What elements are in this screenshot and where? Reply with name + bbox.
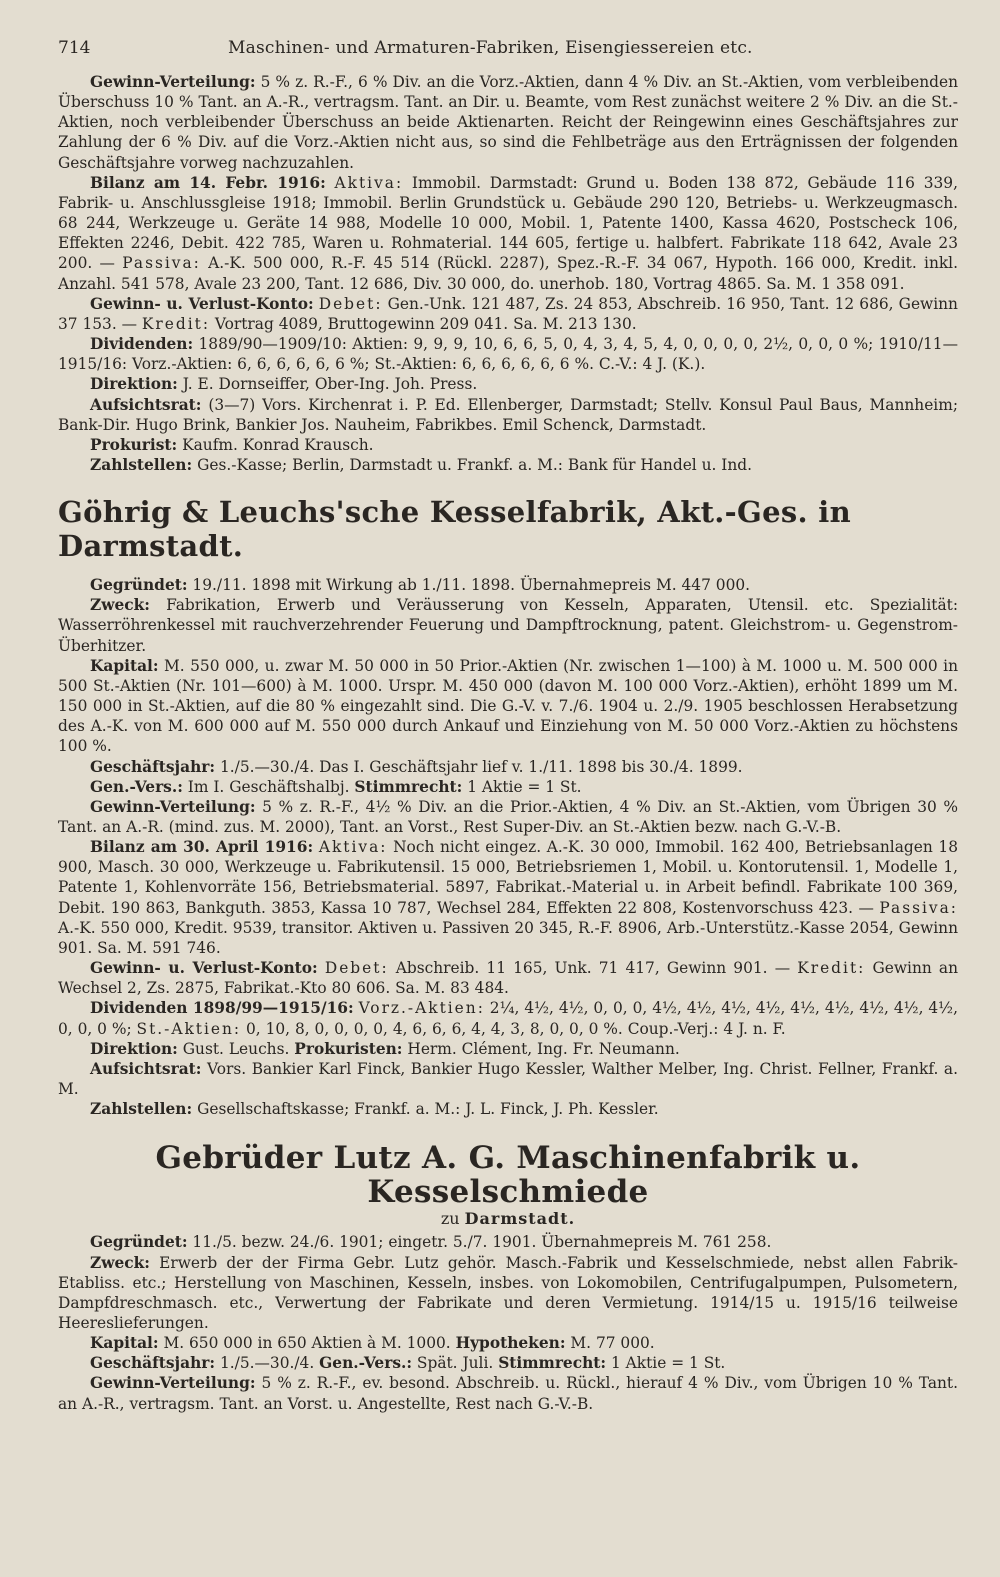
zahlstellen: Zahlstellen: Ges.-Kasse; Berlin, Darmstadt u. Frankf. a. M.: Bank für Handel u. Ind. xyxy=(90,455,753,474)
direktion: Direktion: J. E. Dornseiffer, Ober-Ing. Joh. Press. xyxy=(90,375,478,394)
prokurist: Prokurist: Kaufm. Konrad Krausch. xyxy=(90,435,374,454)
gewinn-verteilung: Gewinn-Verteilung: 5 % z. R.-F., 4½ % Div. an die Prior.-Aktien, 4 % Div. an St.-Aktien, vom Übrigen 30 % Tant. an A.-R. (mind. zus. M. 2000), Tant. an Vorst., Rest Super-Div. an St.-Aktien bezw. nach G.-V.-B. xyxy=(58,797,958,836)
gegruendet: Gegründet: 11./5. bezw. 24./6. 1901; eingetr. 5./7. 1901. Übernahmepreis M. 761 258. xyxy=(90,1233,772,1252)
entry-continuation xyxy=(58,72,958,475)
aufsichtsrat: Aufsichtsrat: Vors. Bankier Karl Finck, Bankier Hugo Kessler, Walther Melber, Ing. Christ. Fellner, Frankf. a. M. xyxy=(58,1059,958,1099)
gewinn-verlust-konto: Gewinn- u. Verlust-Konto: Debet: Abschreib. 11 165, Unk. 71 417, Gewinn 901. — Kredit: Gewinn an Wechsel 2, Zs. 2875, Fabrikat.-Kto 80 606. Sa. M. 83 484. xyxy=(58,959,958,998)
company-title: Gebrüder Lutz A. G. Maschinenfabrik u. Kesselschmiede xyxy=(155,1140,861,1211)
running-title: Maschinen- und Armaturen-Fabriken, Eisengiessereien etc. xyxy=(228,38,753,58)
company-subtitle: zu Darmstadt. xyxy=(440,1209,576,1229)
zweck: Zweck: Erwerb der der Firma Gebr. Lutz gehör. Masch.-Fabrik und Kesselschmiede, nebst allen Fabrik-Etabliss. etc.; Herstellung von Maschinen, Kesseln, insbes. von Lokomobilen, Centrifugalpumpen, Pulsometern, Dampfdreschmasch. etc., Verwertung der Fabrikate und deren Vermietung. 1914/15 u. 1915/16 teilweise Heereslieferungen. xyxy=(58,1253,958,1332)
geschaeftsjahr: Geschäftsjahr: 1./5.—30./4. Das I. Geschäftsjahr lief v. 1./11. 1898 bis 30./4. 1899. xyxy=(90,757,743,776)
geschaeftsjahr: Geschäftsjahr: 1./5.—30./4. Gen.-Vers.: Spät. Juli. Stimmrecht: 1 Aktie = 1 St. xyxy=(90,1354,726,1373)
entry-gebrueder-lutz xyxy=(58,1141,958,1413)
gegruendet: Gegründet: 19./11. 1898 mit Wirkung ab 1./11. 1898. Übernahmepreis M. 447 000. xyxy=(90,576,751,595)
direktion: Direktion: Gust. Leuchs. Prokuristen: Herm. Clément, Ing. Fr. Neumann. xyxy=(90,1039,680,1058)
dividenden: Dividenden 1898/99—1915/16: Vorz.-Aktien: 2¼, 4½, 4½, 0, 0, 0, 4½, 4½, 4½, 4½, 4½, 4½, 4½, 4½, 4½, 0, 0, 0 %; St.-Aktien: 0, 10, 8, 0, 0, 0, 0, 4, 6, 6, 6, 4, 4, 3, 8, 0, 0, 0 %. Coup.-Verj.: 4 J. n. F. xyxy=(58,999,958,1038)
zweck: Zweck: Fabrikation, Erwerb und Veräusserung von Kesseln, Apparaten, Utensil. etc. Spezialität: Wasserröhrenkessel mit rauchverzehrender Feuerung und Dampftrocknung, patent. Gleichstrom- u. Gegenstrom-Überhitzer. xyxy=(58,596,958,655)
kapital: Kapital: M. 550 000, u. zwar M. 50 000 in 50 Prior.-Aktien (Nr. zwischen 1—100) à M. 1000 u. M. 500 000 in 500 St.-Aktien (Nr. 101—600) à M. 1000. Urspr. M. 450 000 (davon M. 100 000 Vorz.-Aktien), erhöht 1899 um M. 150 000 in St.-Aktien, auf die 80 % eingezahlt sind. Die G.-V. v. 7./6. 1904 u. 2./9. 1905 beschlossen Herabsetzung des A.-K. von M. 600 000 auf M. 550 000 durch Ankauf und Einziehung von M. 50 000 Vorz.-Aktien zu höchstens 100 %. xyxy=(58,656,958,756)
kapital: Kapital: M. 650 000 in 650 Aktien à M. 1000. Hypotheken: M. 77 000. xyxy=(90,1334,655,1353)
gewinn-verlust-konto: Gewinn- u. Verlust-Konto: Debet: Gen.-Unk. 121 487, Zs. 24 853, Abschreib. 16 950, Tant. 12 686, Gewinn 37 153. — Kredit: Vortrag 4089, Bruttogewinn 209 041. Sa. M. 213 130. xyxy=(58,294,958,333)
bilanz: Bilanz am 30. April 1916: Aktiva: Noch nicht eingez. A.-K. 30 000, Immobil. 162 400, Betriebsanlagen 18 900, Masch. 30 000, Werkzeuge u. Fabrikutensil. 15 000, Betriebsriemen 1, Mobil. u. Kontorutensil. 1, Modelle 1, Patente 1, Kohlenvorräte 156, Betriebsmaterial. 5897, Fabrikat.-Material u. in Arbeit befindl. Fabrikate 100 369, Debit. 190 863, Bankguth. 3853, Kassa 10 787, Wechsel 284, Effekten 22 808, Kostenvorschuss 423. — Passiva: A.-K. 550 000, Kredit. 9539, transitor. Aktiven u. Passiven 20 345, R.-F. 8906, Arb.-Unterstütz.-Kasse 2054, Gewinn 901. Sa. M. 591 746. xyxy=(58,838,958,957)
gewinn-verteilung: Gewinn-Verteilung: 5 % z. R.-F., ev. besond. Abschreib. u. Rückl., hierauf 4 % Div., vom Übrigen 10 % Tant. an A.-R., vertragsm. Tant. an Vorst. u. Angestellte, Rest nach G.-V.-B. xyxy=(58,1374,958,1413)
zahlstellen: Zahlstellen: Gesellschaftskasse; Frankf. a. M.: J. L. Finck, J. Ph. Kessler. xyxy=(90,1100,659,1119)
page-number: 714 xyxy=(58,38,91,58)
aufsichtsrat: Aufsichtsrat: (3—7) Vors. Kirchenrat i. P. Ed. Ellenberger, Darmstadt; Stellv. Konsul Paul Baus, Mannheim; Bank-Dir. Hugo Brink, Bankier Jos. Nauheim, Fabrikbes. Emil Schenck, Darmstadt. xyxy=(58,395,958,434)
bilanz: Bilanz am 14. Febr. 1916: Aktiva: Immobil. Darmstadt: Grund u. Boden 138 872, Gebäude 116 339, Fabrik- u. Anschlussgleise 1918; Immobil. Berlin Grundstück u. Gebäude 290 120, Betriebs- u. Werkzeugmasch. 68 244, Werkzeuge u. Geräte 14 988, Modelle 10 000, Mobil. 1, Patente 1400, Kassa 4620, Postscheck 106, Effekten 2246, Debit. 422 785, Waren u. Rohmaterial. 144 605, fertige u. halbfert. Fabrikate 118 642, Avale 23 200. — Passiva: A.-K. 500 000, R.-F. 45 514 (Rückl. 2287), Spez.-R.-F. 34 067, Hypoth. 166 000, Kredit. inkl. Anzahl. 541 578, Avale 23 200, Tant. 12 686, Div. 30 000, do. unerhob. 180, Vortrag 4865. Sa. M. 1 358 091. xyxy=(58,173,958,293)
company-title: Göhrig & Leuchs'sche Kesselfabrik, Akt.-Ges. in Darmstadt. xyxy=(58,495,851,564)
dividenden: Dividenden: 1889/90—1909/10: Aktien: 9, 9, 9, 10, 6, 6, 5, 0, 4, 3, 4, 5, 4, 0, 0, 0, 0, 2½, 0, 0, 0 %; 1910/11—1915/16: Vorz.-Aktien: 6, 6, 6, 6, 6, 6 %; St.-Aktien: 6, 6, 6, 6, 6, 6 %. C.-V.: 4 J. (K.). xyxy=(58,335,958,374)
entry-goehrig-leuchs xyxy=(58,495,958,1119)
gen-vers: Gen.-Vers.: Im I. Geschäftshalbj. Stimmrecht: 1 Aktie = 1 St. xyxy=(90,777,582,796)
page-header xyxy=(58,38,958,72)
gewinn-verteilung: Gewinn-Verteilung: 5 % z. R.-F., 6 % Div. an die Vorz.-Aktien, dann 4 % Div. an St.-Aktien, vom verbleibenden Überschuss 10 % Tant. an A.-R., vertragsm. Tant. an Dir. u. Beamte, vom Rest zunächst weitere 2 % Div. an die St.-Aktien, noch verbleibender Überschuss an beide Aktienarten. Reicht der Reingewinn eines Geschäftsjahres zur Zahlung der 6 % Div. auf die Vorz.-Aktien nicht aus, so sind die Fehlbeträge aus den Erträgnissen der folgenden Geschäftsjahre vorweg nachzuzahlen. xyxy=(58,73,958,172)
